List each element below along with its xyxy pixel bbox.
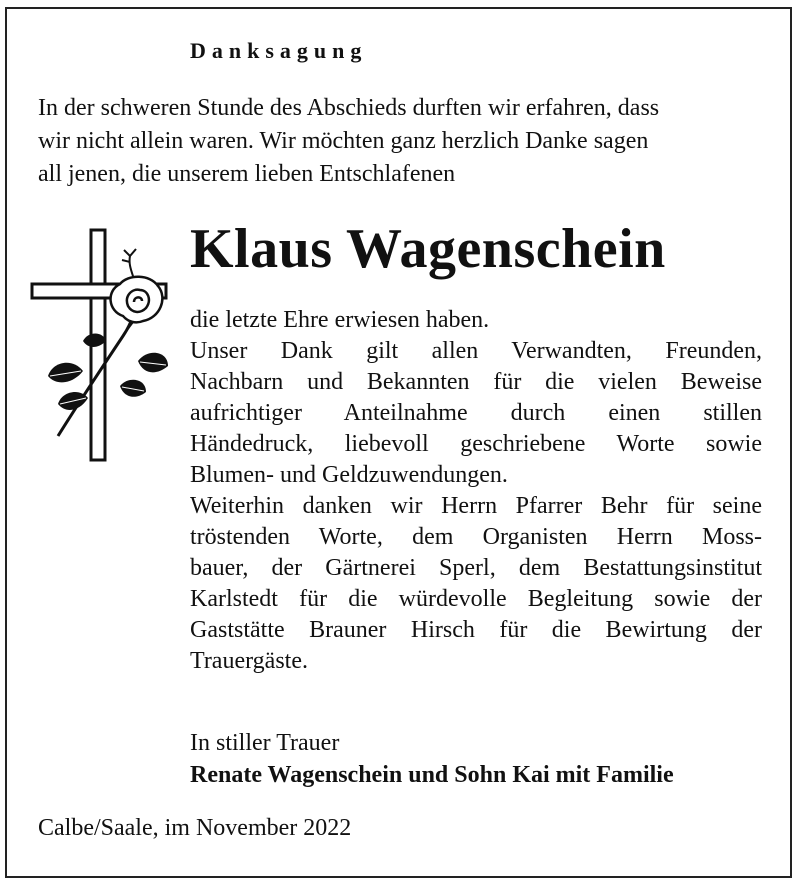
place-date: Calbe/Saale, im November 2022	[38, 815, 352, 841]
intro-line: all jenen, die unserem lieben Entschlafenen	[38, 161, 456, 187]
cross-with-rose-icon	[28, 226, 178, 466]
signature-block	[190, 727, 674, 791]
text-line: Weiterhin danken wir Herrn Pfarrer Behr für seine	[190, 493, 762, 519]
signatories: Renate Wagenschein und Sohn Kai mit Familie	[190, 762, 674, 788]
text-line: Trauergäste.	[190, 648, 308, 674]
notice-heading: Danksagung	[190, 38, 368, 63]
text-line: Karlstedt für die würdevolle Begleitung sowie der	[190, 586, 762, 612]
text-line: bauer, der Gärtnerei Sperl, dem Bestattungsinstitut	[190, 555, 762, 581]
text-line: Händedruck, liebevoll geschriebene Worte sowie	[190, 431, 762, 457]
text-line: Blumen- und Geldzuwendungen.	[190, 462, 508, 488]
text-line: Nachbarn und Bekannten für die vielen Beweise	[190, 369, 762, 395]
text-line: tröstenden Worte, dem Organisten Herrn Moss-	[190, 524, 762, 550]
intro-text	[38, 92, 768, 191]
text-line: die letzte Ehre erwiesen haben.	[190, 307, 490, 333]
intro-line: wir nicht allein waren. Wir möchten ganz herzlich Danke sagen	[38, 128, 649, 154]
intro-line: In der schweren Stunde des Abschieds durften wir erfahren, dass	[38, 95, 660, 121]
closing-text: In stiller Trauer	[190, 730, 340, 756]
deceased-name: Klaus Wagenschein	[190, 218, 666, 280]
text-line: Gaststätte Brauner Hirsch für die Bewirtung der	[190, 617, 762, 643]
text-line: Unser Dank gilt allen Verwandten, Freunden,	[190, 338, 762, 364]
text-line: aufrichtiger Anteilnahme durch einen stillen	[190, 400, 762, 426]
gratitude-text	[190, 305, 762, 677]
